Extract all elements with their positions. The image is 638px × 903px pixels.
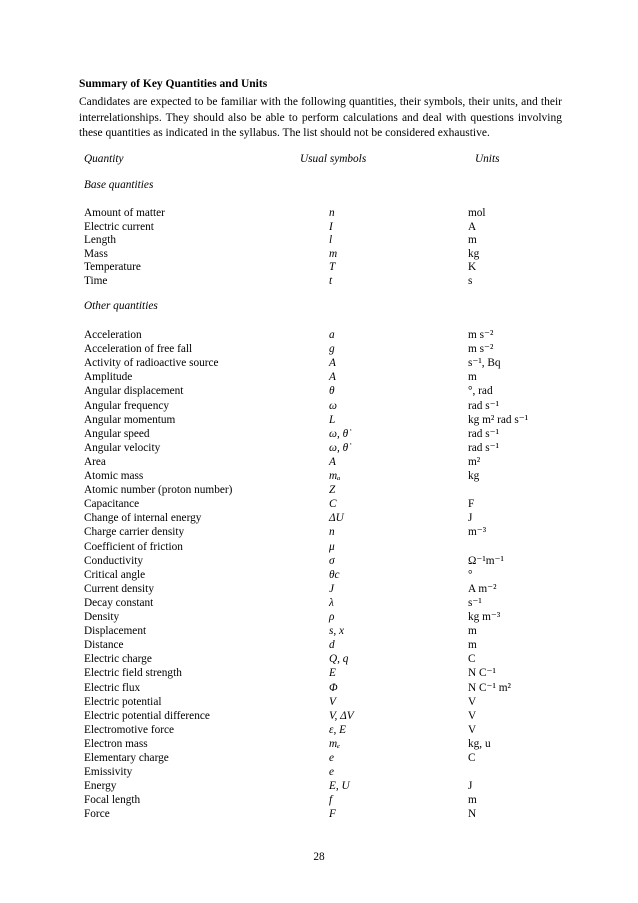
quantity-cell: Temperature [84, 261, 141, 274]
other-quantities-title: Other quantities [84, 300, 158, 312]
unit-cell: rad s⁻¹ [468, 441, 499, 454]
table-row [0, 723, 638, 737]
quantity-cell: Activity of radioactive source [84, 357, 219, 370]
unit-cell: N [468, 808, 477, 821]
quantity-cell: Electric field strength [84, 667, 182, 680]
symbol-cell: m [329, 247, 338, 260]
symbol-cell: t [329, 275, 333, 287]
table-row [0, 220, 638, 234]
table-row [0, 582, 638, 596]
table-row [0, 652, 638, 666]
table-row [0, 681, 638, 695]
symbol-cell: e [329, 766, 335, 779]
unit-cell: kg m² rad s⁻¹ [468, 413, 529, 426]
page-heading: Summary of Key Quantities and Units [79, 78, 268, 90]
table-row [0, 695, 638, 709]
quantity-cell: Electromotive force [84, 723, 175, 736]
symbol-cell: e [329, 752, 335, 764]
symbol-cell: mₐ [329, 470, 341, 482]
table-row [0, 525, 638, 539]
table-row [0, 328, 638, 342]
table-row [0, 497, 638, 511]
symbol-cell: ε, E [329, 723, 347, 736]
quantity-cell: Acceleration [84, 329, 142, 341]
table-row [0, 511, 638, 525]
symbol-cell: f [329, 794, 333, 807]
quantity-cell: Emissivity [84, 766, 133, 779]
symbol-cell: I [329, 220, 333, 233]
quantity-cell: Angular speed [84, 427, 150, 440]
quantity-column-header: Quantity [84, 153, 124, 165]
symbol-cell: σ [329, 554, 335, 567]
table-row [0, 469, 638, 483]
quantity-cell: Angular frequency [84, 399, 170, 412]
quantity-cell: Force [84, 808, 110, 821]
unit-cell: N C⁻¹ [468, 667, 496, 680]
symbol-cell: s, x [329, 625, 345, 638]
symbol-cell: μ [329, 540, 335, 553]
unit-cell: rad s⁻¹ [468, 427, 499, 440]
quantity-cell: Energy [84, 780, 117, 793]
symbol-cell: l [329, 234, 333, 247]
unit-cell: m [468, 639, 477, 652]
unit-cell: C [468, 752, 476, 764]
quantity-cell: Decay constant [84, 596, 154, 609]
symbol-cell: A [329, 357, 336, 370]
symbol-cell: Z [329, 484, 336, 497]
unit-cell: m s⁻² [468, 329, 494, 341]
symbol-cell: J [329, 582, 335, 595]
unit-cell: Ω⁻¹m⁻¹ [468, 554, 504, 567]
unit-cell: J [468, 780, 473, 793]
unit-cell: C [468, 653, 476, 666]
quantity-cell: Acceleration of free fall [84, 343, 193, 356]
symbol-cell: ρ [329, 611, 335, 623]
table-row [0, 596, 638, 610]
symbol-cell: Φ [329, 681, 338, 694]
table-row [0, 554, 638, 568]
unit-cell: kg, u [468, 737, 491, 750]
unit-cell: m [468, 794, 477, 807]
symbol-cell: F [329, 808, 336, 821]
quantity-cell: Electric charge [84, 653, 152, 666]
quantity-cell: Area [84, 455, 106, 468]
table-row [0, 779, 638, 793]
symbol-cell: A [329, 371, 336, 384]
page-number: 28 [313, 851, 325, 863]
units-column-header: Units [475, 153, 500, 165]
table-row [0, 610, 638, 624]
quantity-cell: Length [84, 234, 116, 247]
unit-cell: kg m⁻³ [468, 611, 501, 623]
symbol-cell: T [329, 261, 336, 274]
quantity-cell: Mass [84, 247, 108, 260]
table-row [0, 568, 638, 582]
table-row [0, 483, 638, 497]
symbol-cell: d [329, 639, 335, 652]
table-row [0, 765, 638, 779]
symbol-cell: ω, θ̇ [329, 441, 349, 454]
unit-cell: V [468, 723, 477, 736]
symbol-cell: E [329, 667, 336, 680]
quantity-cell: Charge carrier density [84, 526, 185, 539]
quantity-cell: Time [84, 275, 108, 287]
symbol-cell: θc [329, 568, 340, 581]
unit-cell: mol [468, 207, 486, 219]
table-row [0, 427, 638, 441]
unit-cell: s⁻¹ [468, 596, 482, 609]
unit-cell: °, rad [468, 385, 493, 398]
table-row [0, 807, 638, 821]
unit-cell: m s⁻² [468, 343, 494, 356]
unit-cell: V [468, 695, 477, 708]
symbol-cell: g [329, 343, 335, 356]
symbol-cell: mₑ [329, 737, 341, 750]
table-header [0, 152, 638, 166]
table-row [0, 233, 638, 247]
table-row [0, 709, 638, 723]
table-row [0, 247, 638, 261]
quantity-cell: Distance [84, 639, 124, 652]
table-row [0, 399, 638, 413]
quantity-cell: Current density [84, 582, 154, 595]
unit-cell: kg [468, 247, 480, 260]
unit-cell: m [468, 625, 477, 638]
symbol-cell: C [329, 498, 337, 511]
quantity-cell: Elementary charge [84, 752, 169, 764]
symbol-cell: n [329, 526, 335, 539]
table-row [0, 455, 638, 469]
quantity-cell: Amplitude [84, 371, 133, 384]
table-row [0, 441, 638, 455]
quantity-cell: Displacement [84, 625, 147, 638]
quantity-cell: Focal length [84, 794, 141, 807]
unit-cell: m [468, 371, 477, 384]
unit-cell: m [468, 234, 477, 247]
unit-cell: A m⁻² [468, 582, 497, 595]
symbol-cell: ω [329, 399, 337, 412]
symbol-cell: E, U [329, 780, 350, 793]
symbol-cell: L [329, 413, 336, 426]
symbols-column-header: Usual symbols [300, 153, 367, 165]
table-row [0, 413, 638, 427]
unit-cell: A [468, 220, 477, 233]
table-row [0, 342, 638, 356]
quantity-cell: Density [84, 611, 120, 623]
base-quantities-title: Base quantities [84, 179, 154, 191]
quantity-cell: Conductivity [84, 554, 143, 567]
symbol-cell: V [329, 695, 336, 708]
unit-cell: N C⁻¹ m² [468, 681, 511, 694]
quantity-cell: Change of internal energy [84, 512, 202, 525]
unit-cell: F [468, 498, 475, 511]
table-row [0, 540, 638, 554]
table-row [0, 260, 638, 274]
table-row [0, 206, 638, 220]
unit-cell: ° [468, 568, 473, 581]
unit-cell: J [468, 512, 473, 525]
unit-cell: rad s⁻¹ [468, 399, 499, 412]
quantity-cell: Electric current [84, 220, 154, 233]
unit-cell: s⁻¹, Bq [468, 357, 501, 370]
quantity-cell: Electric flux [84, 681, 141, 694]
symbol-cell: Q, q [329, 653, 349, 666]
quantity-cell: Electron mass [84, 737, 148, 750]
symbol-cell: θ [329, 385, 335, 398]
quantity-cell: Capacitance [84, 498, 140, 511]
symbol-cell: ω, θ̇ [329, 427, 349, 440]
table-row [0, 274, 638, 288]
symbol-cell: ΔU [329, 512, 344, 525]
quantity-cell: Electric potential [84, 695, 162, 708]
symbol-cell: λ [329, 596, 334, 609]
quantity-cell: Critical angle [84, 568, 146, 581]
table-row [0, 737, 638, 751]
table-row [0, 638, 638, 652]
symbol-cell: n [329, 207, 335, 219]
unit-cell: m² [468, 455, 481, 468]
table-row [0, 666, 638, 680]
table-row [0, 384, 638, 398]
quantity-cell: Atomic number (proton number) [84, 484, 233, 497]
quantity-cell: Atomic mass [84, 470, 144, 482]
quantity-cell: Angular velocity [84, 441, 161, 454]
unit-cell: s [468, 275, 473, 287]
intro-paragraph: Candidates are expected to be familiar with the following quantities, their symbols, their units, and their interrelationships. They should also be able to perform calculations and deal with questions involving these quantities as indicated in the syllabus. The list should not be considered exhaustive. [79, 96, 562, 139]
symbol-cell: V, ΔV [329, 709, 354, 722]
unit-cell: m⁻³ [468, 526, 487, 539]
quantity-cell: Coefficient of friction [84, 540, 183, 553]
unit-cell: V [468, 709, 477, 722]
quantity-cell: Amount of matter [84, 207, 165, 219]
symbol-cell: A [329, 455, 336, 468]
unit-cell: kg [468, 470, 480, 482]
table-row [0, 793, 638, 807]
quantity-cell: Angular displacement [84, 385, 184, 398]
table-row [0, 624, 638, 638]
quantity-cell: Angular momentum [84, 413, 176, 426]
symbol-cell: a [329, 329, 335, 341]
unit-cell: K [468, 261, 477, 274]
quantity-cell: Electric potential difference [84, 709, 210, 722]
table-row [0, 751, 638, 765]
table-row [0, 370, 638, 384]
table-row [0, 356, 638, 370]
